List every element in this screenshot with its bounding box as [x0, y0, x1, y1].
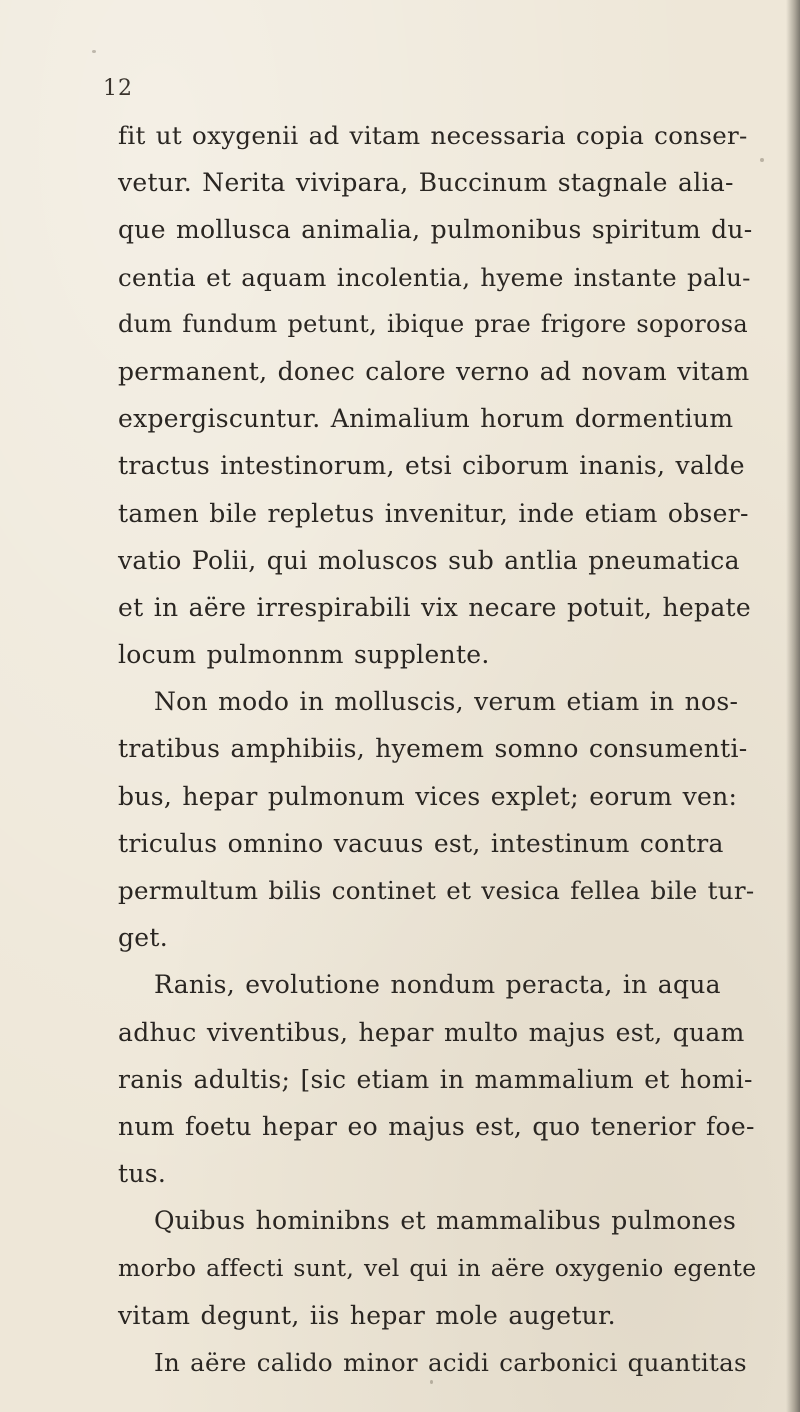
- text-line: Ranis, evolutione nondum peracta, in aqua: [154, 970, 721, 1000]
- paper-speck: [430, 1380, 433, 1384]
- text-line: vatio Polii, qui moluscos sub antlia pneumatica: [118, 545, 740, 575]
- text-line: morbo affecti sunt, vel qui in aëre oxygenio egente: [118, 1253, 757, 1282]
- text-line: tractus intestinorum, etsi ciborum inanis, valde: [118, 451, 745, 481]
- text-line: num foetu hepar eo majus est, quo tenerior foe-: [118, 1111, 755, 1141]
- paper-speck: [760, 158, 764, 162]
- text-line: dum fundum petunt, ibique prae frigore soporosa: [118, 309, 748, 338]
- text-line: triculus omnino vacuus est, intestinum contra: [118, 828, 724, 858]
- page-edge-shadow: [786, 0, 800, 1412]
- text-line: get.: [118, 923, 168, 953]
- text-line: expergiscuntur. Animalium horum dormentium: [118, 404, 734, 434]
- text-line: que mollusca animalia, pulmonibus spiritum du-: [118, 215, 753, 245]
- text-line: Non modo in molluscis, verum etiam in nos-: [154, 687, 739, 717]
- text-line: ranis adultis; [sic etiam in mammalium et homi-: [118, 1064, 753, 1094]
- text-line: fit ut oxygenii ad vitam necessaria copia conser-: [118, 121, 748, 150]
- text-line: Quibus hominibns et mammalibus pulmones: [154, 1206, 737, 1236]
- text-line: tamen bile repletus invenitur, inde etiam obser-: [118, 498, 749, 528]
- text-line: centia et aquam incolentia, hyeme instante palu-: [118, 262, 751, 292]
- text-line: et in aëre irrespirabili vix necare potuit, hepate: [118, 592, 751, 622]
- text-line: bus, hepar pulmonum vices explet; eorum ven:: [118, 781, 738, 811]
- text-line: locum pulmonnm supplente.: [118, 640, 490, 670]
- page-number: 12: [103, 76, 133, 101]
- text-line: permultum bilis continet et vesica fellea bile tur-: [118, 876, 755, 905]
- text-line: adhuc viventibus, hepar multo majus est, quam: [118, 1017, 745, 1047]
- paper-speck: [92, 50, 96, 53]
- paper-speck: [540, 700, 543, 703]
- text-line: vitam degunt, iis hepar mole augetur.: [118, 1300, 616, 1330]
- text-line: vetur. Nerita vivipara, Buccinum stagnale alia-: [118, 168, 734, 198]
- body-text: [118, 112, 758, 1386]
- text-line: tratibus amphibiis, hyemem somno consumenti-: [118, 734, 748, 764]
- text-line: permanent, donec calore verno ad novam vitam: [118, 356, 750, 386]
- text-line: tus.: [118, 1159, 167, 1189]
- text-line: In aëre calido minor acidi carbonici quantitas: [154, 1347, 747, 1377]
